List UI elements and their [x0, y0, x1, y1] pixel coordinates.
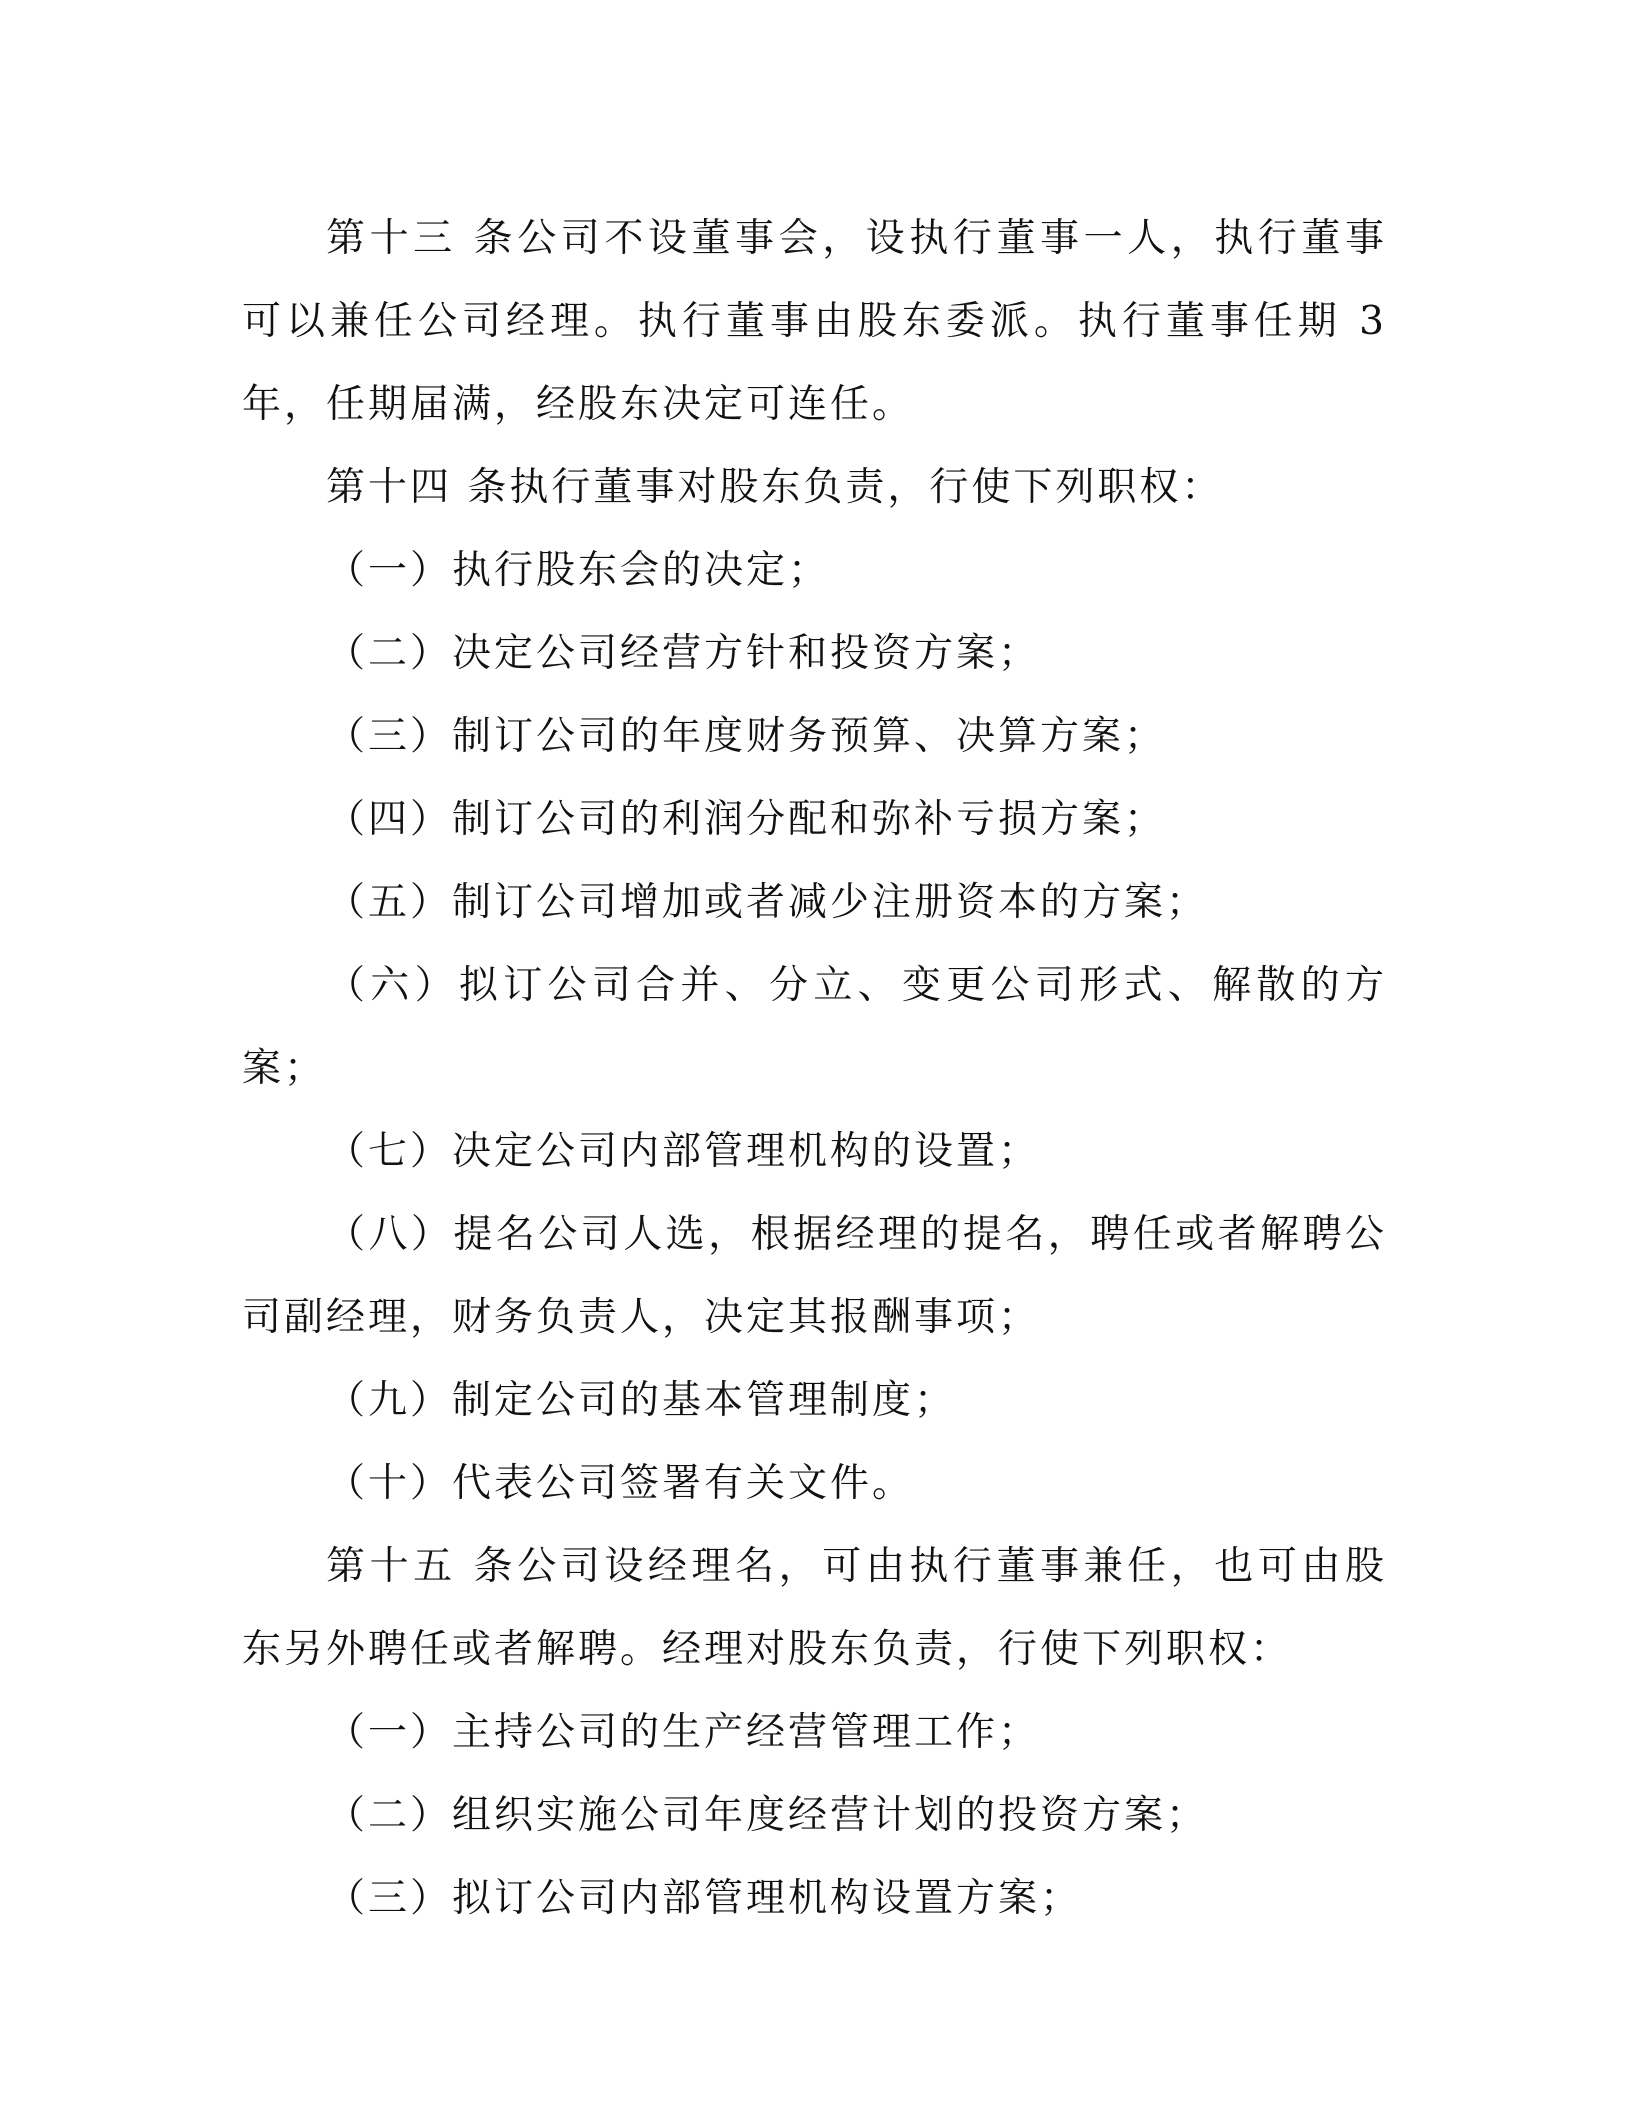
article-15-item-1: （一）主持公司的生产经营管理工作；	[326, 1710, 1041, 1755]
article-13-paragraph: 第十三 条公司不设董事会，设执行董事一人，执行董事可以兼任公司经理。执行董事由股东委派。执行董事任期 3 年，任期届满，经股东决定可连任。	[242, 216, 1387, 427]
article-14-item-8: （八）提名公司人选，根据经理的提名，聘任或者解聘公司副经理，财务负责人，决定其报酬事项；	[242, 1212, 1387, 1340]
article-14-paragraph: 第十四 条执行董事对股东负责，行使下列职权：	[326, 465, 1224, 510]
article-14-item-7: （七）决定公司内部管理机构的设置；	[326, 1129, 1041, 1174]
article-14-item-2: （二）决定公司经营方针和投资方案；	[326, 631, 1041, 676]
article-15-item-3: （三）拟订公司内部管理机构设置方案；	[326, 1876, 1083, 1921]
article-14-item-5: （五）制订公司增加或者减少注册资本的方案；	[326, 880, 1209, 925]
article-14-item-3: （三）制订公司的年度财务预算、决算方案；	[326, 714, 1167, 759]
document-body	[242, 197, 1387, 1940]
article-14-item-4: （四）制订公司的利润分配和弥补亏损方案；	[326, 797, 1167, 842]
article-15-paragraph: 第十五 条公司设经理名，可由执行董事兼任，也可由股东另外聘任或者解聘。经理对股东负责，行使下列职权：	[242, 1544, 1387, 1672]
article-15-item-2: （二）组织实施公司年度经营计划的投资方案；	[326, 1793, 1209, 1838]
article-14-item-1: （一）执行股东会的决定；	[326, 548, 831, 593]
article-14-item-10: （十）代表公司签署有关文件。	[326, 1461, 915, 1506]
article-14-item-9: （九）制定公司的基本管理制度；	[326, 1378, 957, 1423]
article-14-item-6: （六）拟订公司合并、分立、变更公司形式、解散的方案；	[242, 963, 1387, 1091]
